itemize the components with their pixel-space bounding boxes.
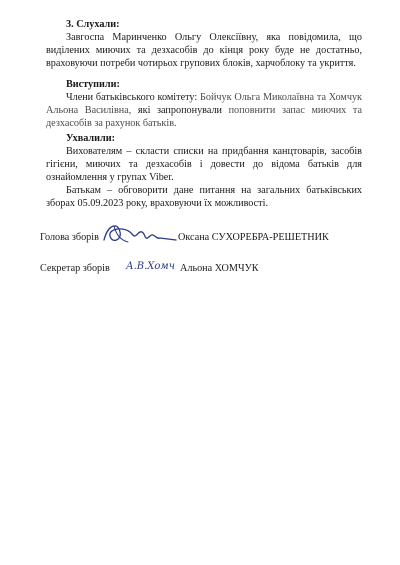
chair-title: Голова зборів bbox=[40, 232, 99, 243]
chair-name: Оксана СУХОРЕБРА-РЕШЕТНИК bbox=[178, 232, 329, 243]
section-listened-text: Завгоспа Маринченко Ольгу Олексіївну, яка повідомила, що виділених миючих та дезхасобів до кінця року буде не достатньо, враховуючи потреби чотирьох групових блоків, харчоблоку та укриття. bbox=[46, 32, 362, 69]
speakers-proposed: які запропонували bbox=[131, 105, 229, 116]
resolved-item-educators: Вихователям – скласти списки на придбання канцтоварів, засобів гігієни, миючих та дезхасобів і довести до відома батьків для ознайомлення у групах Viber. bbox=[46, 146, 362, 183]
section-listened bbox=[46, 18, 362, 70]
resolved-item-parents: Батькам – обговорити дане питання на загальних батьківських зборах 05.09.2023 року, враховуючи їх можливості. bbox=[46, 185, 362, 209]
section-speakers bbox=[46, 78, 362, 130]
speakers-names: Бойчук Ольга Миколаївна та Хомчук Альона Василівна, bbox=[46, 92, 362, 116]
speakers-proposal: поповнити запас миючих та дезхасобів за рахунок батьків. bbox=[46, 105, 362, 129]
speakers-intro: Члени батьківського комітету: bbox=[66, 92, 200, 103]
secretary-name: Альона ХОМЧУК bbox=[180, 263, 259, 274]
secretary-title: Секретар зборів bbox=[40, 263, 110, 274]
section-listened-heading: 3. Слухали: bbox=[66, 19, 120, 30]
chair-signature-image bbox=[98, 220, 178, 248]
signature-row-secretary bbox=[40, 255, 370, 283]
section-resolved bbox=[46, 132, 362, 210]
section-speakers-text bbox=[46, 91, 362, 130]
section-speakers-heading: Виступили: bbox=[66, 79, 120, 90]
section-resolved-heading: Ухвалили: bbox=[66, 133, 115, 144]
signature-row-chair bbox=[40, 220, 370, 248]
secretary-signature: А.В.Хомч bbox=[126, 261, 175, 272]
